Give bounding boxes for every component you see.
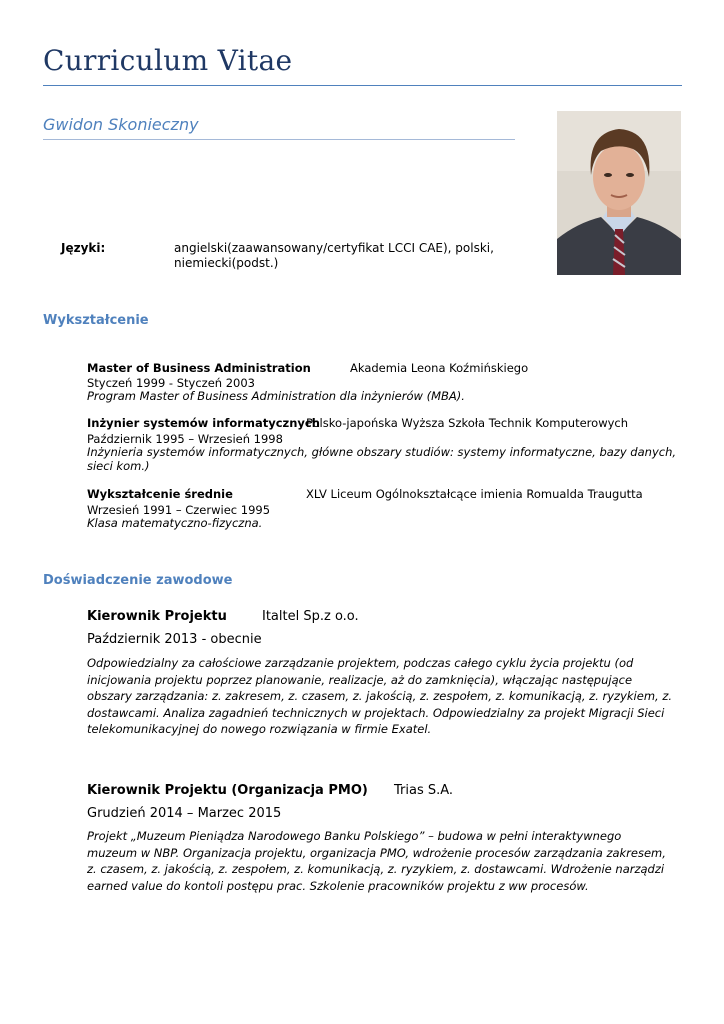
experience-heading: Doświadczenie zawodowe (43, 573, 233, 588)
job-title: Kierownik Projektu (Organizacja PMO) (87, 783, 368, 798)
job-description: Odpowiedzialny za całościowe zarządzanie projektem, podczas całego cyklu życia projektu (od inicjowania projektu poprzez planowanie, realizacje, aż do zamknięcia), włączając następujące obszary zarządzania: z. zakresem, z. czasem, z. jakością, z. zespołem, z. komunikacją, z. ryzykiem, z. dostawcami. Analiza zagadnień technicznych w projektach. Odpowiedzialny za projekt Migracji Sieci telekomunikacyjnej do nowego rozwiązania w firmie Exatel. (87, 656, 673, 736)
languages-value: angielski(zaawansowany/certyfikat LCCI CAE), polski, niemiecki(podst.) (174, 241, 494, 270)
education-degree: Wykształcenie średnie (87, 487, 233, 501)
languages-label: Języki: (61, 241, 106, 255)
education-school: XLV Liceum Ogólnokształcące imienia Romualda Traugutta (306, 487, 643, 501)
education-description: Klasa matematyczno-fizyczna. (87, 516, 263, 530)
education-dates: Październik 1995 – Wrzesień 1998 (87, 432, 283, 446)
education-degree: Inżynier systemów informatycznych (87, 416, 320, 430)
education-school: Polsko-japońska Wyższa Szkoła Technik Komputerowych (306, 416, 629, 430)
education-description: Program Master of Business Administration dla inżynierów (MBA). (87, 389, 465, 403)
cv-title: Curriculum Vitae (43, 44, 293, 77)
education-dates: Wrzesień 1991 – Czerwiec 1995 (87, 503, 271, 517)
education-dates: Styczeń 1999 - Styczeń 2003 (87, 376, 255, 390)
education-description: Inżynieria systemów informatycznych, główne obszary studiów: systemy informatyczne, bazy danych, sieci kom.) (87, 445, 677, 473)
education-school: Akademia Leona Koźmińskiego (350, 361, 529, 375)
name-divider (43, 139, 515, 140)
job-title: Kierownik Projektu (87, 609, 227, 624)
candidate-name: Gwidon Skonieczny (43, 115, 199, 134)
portrait-image (557, 111, 681, 275)
job-company: Italtel Sp.z o.o. (262, 609, 359, 624)
education-heading: Wykształcenie (43, 313, 149, 328)
job-description: Projekt „Muzeum Pieniądza Narodowego Banku Polskiego” – budowa w pełni interaktywnego muzeum w NBP. Organizacja projektu, organizacja PMO, wdrożenie procesów zarządzania zakresem, z. czasem, z. jakością, z. zespołem, z. komunikacją, z. ryzykiem, z. dostawcami. Wdrożenie narządzi earned value do kontoli postępu prac. Szkolenie pracowników projektu z ww procesów. (87, 829, 666, 893)
job-company: Trias S.A. (394, 783, 454, 798)
job-dates: Grudzień 2014 – Marzec 2015 (87, 806, 282, 821)
profile-photo (557, 111, 681, 275)
job-dates: Październik 2013 - obecnie (87, 632, 262, 647)
title-divider (43, 85, 682, 86)
education-degree: Master of Business Administration (87, 361, 311, 375)
